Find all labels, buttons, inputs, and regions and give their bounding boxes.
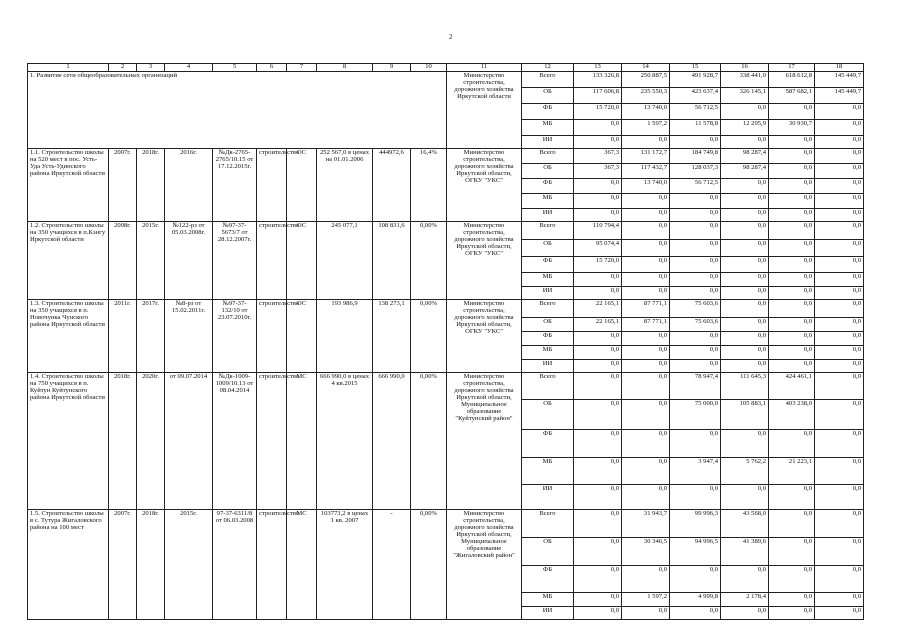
amount-cell: 0,0	[769, 346, 815, 360]
column-number: 2	[109, 64, 137, 72]
amount-cell: 618 612,8	[769, 72, 815, 88]
funding-source: ИИ	[522, 209, 574, 222]
project-owner: Министерство строительства, дорожного хозяйства Иркутской области, Муниципальное образование "Жигаловский район"	[447, 510, 522, 620]
amount-cell: 0,0	[815, 485, 864, 510]
amount-cell: 0,0	[574, 194, 622, 209]
amount-cell: 0,0	[815, 360, 864, 373]
amount-cell: 0,0	[574, 332, 622, 346]
amount-cell: 0,0	[721, 346, 769, 360]
project-owner: Министерство строительства, дорожного хозяйства Иркутской области, Муниципальное образование "Куйтунский район"	[447, 373, 522, 510]
project-name: 1.4. Строительство школы на 750 учащихся в п. Куйтун Куйтунского района Иркутской области	[28, 373, 109, 510]
amount-cell: 2 178,4	[721, 593, 769, 607]
amount-cell: 0,0	[670, 222, 721, 240]
amount-cell: 0,0	[815, 273, 864, 287]
amount-cell: 0,0	[769, 485, 815, 510]
funding-source: МБ	[522, 120, 574, 136]
project-field-c9: 444972,6	[373, 149, 411, 222]
amount-cell: 75 603,6	[670, 318, 721, 332]
amount-cell: 235 550,3	[622, 88, 670, 104]
amount-cell: 0,0	[670, 485, 721, 510]
amount-cell: 4 999,8	[670, 593, 721, 607]
funding-source: Всего	[522, 222, 574, 240]
project-row	[28, 373, 864, 400]
amount-cell: 0,0	[622, 566, 670, 593]
amount-cell: 0,0	[622, 400, 670, 430]
amount-cell: 0,0	[815, 164, 864, 179]
amount-cell: 0,0	[670, 194, 721, 209]
amount-cell: 0,0	[815, 458, 864, 485]
project-field-c10: 0,00%	[411, 510, 447, 620]
column-number: 11	[447, 64, 522, 72]
amount-cell: 0,0	[815, 593, 864, 607]
amount-cell: 0,0	[622, 209, 670, 222]
project-field-c6: строительство	[257, 373, 287, 510]
funding-source: ОБ	[522, 164, 574, 179]
project-name: 1.3. Строительство школы на 350 учащихся в п. Новочунка Чунского района Иркутской области	[28, 300, 109, 373]
amount-cell: 424 461,1	[769, 373, 815, 400]
amount-cell: 0,0	[769, 273, 815, 287]
amount-cell: 105 883,1	[721, 400, 769, 430]
amount-cell: 0,0	[574, 607, 622, 620]
amount-cell: 0,0	[815, 149, 864, 164]
amount-cell: 0,0	[670, 607, 721, 620]
amount-cell: 0,0	[721, 104, 769, 120]
project-field-c4: 2016г.	[165, 149, 213, 222]
amount-cell: 0,0	[622, 346, 670, 360]
column-number: 7	[287, 64, 317, 72]
amount-cell: 0,0	[721, 273, 769, 287]
amount-cell: 0,0	[769, 538, 815, 566]
amount-cell: 133 326,8	[574, 72, 622, 88]
amount-cell: 0,0	[815, 209, 864, 222]
amount-cell: 0,0	[622, 287, 670, 300]
project-field-c6: строительство	[257, 300, 287, 373]
amount-cell: 0,0	[622, 240, 670, 257]
amount-cell: 13 740,0	[622, 179, 670, 194]
amount-cell: 367,3	[574, 149, 622, 164]
project-field-c4: от 09.07.2014	[165, 373, 213, 510]
amount-cell: 0,0	[721, 222, 769, 240]
project-field-c6: строительство	[257, 149, 287, 222]
section-owner: Министерство строительства, дорожного хозяйства Иркутской области	[447, 72, 522, 149]
amount-cell: 0,0	[815, 287, 864, 300]
project-field-c6: строительство	[257, 222, 287, 300]
project-row	[28, 149, 864, 164]
amount-cell: 30 346,5	[622, 538, 670, 566]
column-number: 3	[137, 64, 165, 72]
amount-cell: 0,0	[769, 164, 815, 179]
amount-cell: 0,0	[721, 240, 769, 257]
column-number: 10	[411, 64, 447, 72]
project-field-c5: №97-37-132/10 от 23.07.2010г.	[213, 300, 257, 373]
amount-cell: 0,0	[622, 485, 670, 510]
column-number: 1	[28, 64, 109, 72]
amount-cell: 0,0	[622, 458, 670, 485]
amount-cell: 22 165,1	[574, 300, 622, 318]
project-field-c2: 2011г.	[109, 300, 137, 373]
amount-cell: 0,0	[721, 209, 769, 222]
amount-cell: 0,0	[769, 300, 815, 318]
amount-cell: 56 712,5	[670, 104, 721, 120]
amount-cell: 0,0	[574, 566, 622, 593]
amount-cell: 0,0	[815, 607, 864, 620]
amount-cell: 0,0	[622, 607, 670, 620]
amount-cell: 0,0	[769, 222, 815, 240]
funding-source: МБ	[522, 194, 574, 209]
funding-source: ФБ	[522, 566, 574, 593]
amount-cell: 0,0	[721, 136, 769, 149]
amount-cell: 0,0	[574, 209, 622, 222]
project-field-c8: 252 567,0 в ценах на 01.01.2006	[317, 149, 373, 222]
project-field-c3: 2017г.	[137, 300, 165, 373]
column-number: 4	[165, 64, 213, 72]
amount-cell: 0,0	[769, 149, 815, 164]
amount-cell: 0,0	[622, 194, 670, 209]
amount-cell: 0,0	[769, 136, 815, 149]
section-title: 1. Развитие сети общеобразовательных организаций	[28, 72, 447, 149]
amount-cell: 0,0	[721, 332, 769, 346]
amount-cell: 94 996,5	[670, 538, 721, 566]
project-field-c8: 103773,2 в ценах 1 кв. 2007	[317, 510, 373, 620]
funding-source: ОБ	[522, 538, 574, 566]
project-field-c9: 108 831,6	[373, 222, 411, 300]
amount-cell: 87 771,1	[622, 318, 670, 332]
funding-source: Всего	[522, 300, 574, 318]
amount-cell: 0,0	[815, 179, 864, 194]
funding-source: ИИ	[522, 287, 574, 300]
amount-cell: 0,0	[670, 346, 721, 360]
amount-cell: 0,0	[815, 257, 864, 273]
amount-cell: 0,0	[721, 485, 769, 510]
project-owner: Министерство строительства, дорожного хозяйства Иркутской области, ОГКУ "УКС"	[447, 300, 522, 373]
amount-cell: 367,3	[574, 164, 622, 179]
project-field-c2: 2018г.	[109, 373, 137, 510]
amount-cell: 0,0	[769, 430, 815, 458]
amount-cell: 0,0	[574, 120, 622, 136]
amount-cell: 0,0	[670, 257, 721, 273]
amount-cell: 326 145,1	[721, 88, 769, 104]
project-name: 1.5. Строительство школы в с. Тутура Жигаловского района на 100 мест	[28, 510, 109, 620]
project-row	[28, 222, 864, 240]
project-field-c2: 2007г.	[109, 149, 137, 222]
column-number: 17	[769, 64, 815, 72]
funding-source: Всего	[522, 373, 574, 400]
funding-source: ИИ	[522, 136, 574, 149]
funding-source: ИИ	[522, 360, 574, 373]
project-name: 1.2. Строительство школы на 350 учащихся в п.Кэнгу Иркутской области	[28, 222, 109, 300]
amount-cell: 43 568,0	[721, 510, 769, 538]
amount-cell: 11 578,8	[670, 120, 721, 136]
column-number: 9	[373, 64, 411, 72]
amount-cell: 78 947,4	[670, 373, 721, 400]
amount-cell: 0,0	[815, 240, 864, 257]
amount-cell: 0,0	[574, 510, 622, 538]
project-field-c8: 193 986,9	[317, 300, 373, 373]
column-number: 5	[213, 64, 257, 72]
project-field-c9: -	[373, 510, 411, 620]
project-field-c2: 2007г.	[109, 510, 137, 620]
funding-source: ОБ	[522, 240, 574, 257]
amount-cell: 0,0	[815, 566, 864, 593]
amount-cell: 338 441,0	[721, 72, 769, 88]
project-field-c10: 0,00%	[411, 373, 447, 510]
funding-source: ИИ	[522, 607, 574, 620]
funding-source: ОБ	[522, 318, 574, 332]
amount-cell: 0,0	[815, 120, 864, 136]
amount-cell: 0,0	[815, 510, 864, 538]
project-field-c10: 0,00%	[411, 222, 447, 300]
funding-source: ФБ	[522, 257, 574, 273]
amount-cell: 0,0	[769, 257, 815, 273]
column-number: 18	[815, 64, 864, 72]
funding-source: МБ	[522, 346, 574, 360]
column-number: 13	[574, 64, 622, 72]
amount-cell: 491 928,7	[670, 72, 721, 88]
amount-cell: 0,0	[721, 287, 769, 300]
amount-cell: 0,0	[622, 273, 670, 287]
amount-cell: 0,0	[670, 332, 721, 346]
amount-cell: 75 000,0	[670, 400, 721, 430]
amount-cell: 5 762,2	[721, 458, 769, 485]
amount-cell: 0,0	[815, 538, 864, 566]
table-body	[28, 64, 864, 620]
funding-source: ФБ	[522, 104, 574, 120]
amount-cell: 184 749,8	[670, 149, 721, 164]
amount-cell: 0,0	[769, 104, 815, 120]
funding-source: ОБ	[522, 88, 574, 104]
amount-cell: 0,0	[769, 240, 815, 257]
project-field-c7: ОС	[287, 222, 317, 300]
amount-cell: 145 449,7	[815, 88, 864, 104]
amount-cell: 0,0	[769, 318, 815, 332]
amount-cell: 0,0	[769, 360, 815, 373]
amount-cell: 75 603,6	[670, 300, 721, 318]
funding-source: ОБ	[522, 400, 574, 430]
amount-cell: 0,0	[721, 179, 769, 194]
project-field-c6: строительство	[257, 510, 287, 620]
amount-cell: 95 074,4	[574, 240, 622, 257]
project-field-c5: №Дк-2765-2765/10.15 от 17.12.2015г.	[213, 149, 257, 222]
project-field-c4: 2015г.	[165, 510, 213, 620]
column-number: 6	[257, 64, 287, 72]
amount-cell: 15 720,0	[574, 257, 622, 273]
amount-cell: 0,0	[769, 593, 815, 607]
amount-cell: 0,0	[670, 566, 721, 593]
amount-cell: 0,0	[622, 332, 670, 346]
amount-cell: 0,0	[574, 360, 622, 373]
funding-source: ФБ	[522, 430, 574, 458]
amount-cell: 0,0	[574, 136, 622, 149]
project-field-c7: ОС	[287, 300, 317, 373]
page-number: 2	[449, 33, 453, 41]
amount-cell: 0,0	[574, 400, 622, 430]
amount-cell: 31 943,7	[622, 510, 670, 538]
amount-cell: 0,0	[574, 430, 622, 458]
column-number: 8	[317, 64, 373, 72]
project-field-c9: 666 990,0	[373, 373, 411, 510]
amount-cell: 0,0	[670, 209, 721, 222]
column-number: 16	[721, 64, 769, 72]
amount-cell: 145 449,7	[815, 72, 864, 88]
amount-cell: 98 287,4	[721, 164, 769, 179]
amount-cell: 0,0	[574, 373, 622, 400]
project-row	[28, 510, 864, 538]
project-field-c2: 2008г.	[109, 222, 137, 300]
amount-cell: 98 287,4	[721, 149, 769, 164]
amount-cell: 0,0	[622, 373, 670, 400]
funding-source: МБ	[522, 458, 574, 485]
column-number: 14	[622, 64, 670, 72]
amount-cell: 0,0	[574, 458, 622, 485]
amount-cell: 0,0	[574, 179, 622, 194]
project-field-c7: МС	[287, 373, 317, 510]
project-field-c10: 16,4%	[411, 149, 447, 222]
funding-source: ФБ	[522, 332, 574, 346]
amount-cell: 0,0	[670, 430, 721, 458]
amount-cell: 30 930,7	[769, 120, 815, 136]
amount-cell: 56 712,5	[670, 179, 721, 194]
amount-cell: 0,0	[622, 136, 670, 149]
amount-cell: 0,0	[769, 607, 815, 620]
amount-cell: 1 597,2	[622, 593, 670, 607]
funding-source: МБ	[522, 593, 574, 607]
project-field-c7: ОС	[287, 149, 317, 222]
amount-cell: 0,0	[622, 360, 670, 373]
amount-cell: 0,0	[622, 222, 670, 240]
amount-cell: 0,0	[769, 566, 815, 593]
amount-cell: 0,0	[815, 222, 864, 240]
amount-cell: 0,0	[574, 287, 622, 300]
project-field-c3: 2018г.	[137, 510, 165, 620]
amount-cell: 0,0	[769, 179, 815, 194]
project-field-c3: 2020г.	[137, 373, 165, 510]
amount-cell: 0,0	[769, 332, 815, 346]
amount-cell: 0,0	[769, 209, 815, 222]
amount-cell: 0,0	[574, 593, 622, 607]
amount-cell: 1 597,2	[622, 120, 670, 136]
amount-cell: 128 037,3	[670, 164, 721, 179]
amount-cell: 15 720,0	[574, 104, 622, 120]
amount-cell: 0,0	[670, 136, 721, 149]
project-field-c8: 666 990,0 в ценах 4 кв.2015	[317, 373, 373, 510]
amount-cell: 0,0	[670, 273, 721, 287]
amount-cell: 0,0	[721, 318, 769, 332]
amount-cell: 21 223,1	[769, 458, 815, 485]
amount-cell: 0,0	[815, 430, 864, 458]
amount-cell: 0,0	[815, 400, 864, 430]
column-number: 15	[670, 64, 721, 72]
amount-cell: 3 947,4	[670, 458, 721, 485]
project-row	[28, 300, 864, 318]
amount-cell: 0,0	[574, 538, 622, 566]
amount-cell: 0,0	[815, 373, 864, 400]
amount-cell: 41 389,6	[721, 538, 769, 566]
amount-cell: 0,0	[721, 566, 769, 593]
project-name: 1.1. Строительство школы на 520 мест в пос. Усть-Уда Усть-Удинского района Иркутской области	[28, 149, 109, 222]
amount-cell: 0,0	[670, 360, 721, 373]
amount-cell: 0,0	[721, 300, 769, 318]
amount-cell: 0,0	[574, 485, 622, 510]
amount-cell: 0,0	[721, 607, 769, 620]
amount-cell: 131 172,7	[622, 149, 670, 164]
project-field-c5: №Дк-1009-1009/10.13 от 08.04.2014	[213, 373, 257, 510]
amount-cell: 0,0	[574, 273, 622, 287]
amount-cell: 0,0	[815, 346, 864, 360]
budget-table	[27, 63, 864, 620]
project-field-c8: 245 077,1	[317, 222, 373, 300]
amount-cell: 110 794,4	[574, 222, 622, 240]
amount-cell: 111 645,3	[721, 373, 769, 400]
amount-cell: 0,0	[721, 257, 769, 273]
amount-cell: 0,0	[815, 104, 864, 120]
amount-cell: 117 606,8	[574, 88, 622, 104]
project-field-c5: №97-37-5673/7 от 28.12.2007г.	[213, 222, 257, 300]
amount-cell: 12 295,9	[721, 120, 769, 136]
project-field-c3: 2015г.	[137, 222, 165, 300]
amount-cell: 117 432,7	[622, 164, 670, 179]
funding-source: Всего	[522, 510, 574, 538]
project-field-c4: №122-рз от 05.03.2008г.	[165, 222, 213, 300]
funding-source: ФБ	[522, 179, 574, 194]
amount-cell: 13 740,0	[622, 104, 670, 120]
project-field-c4: №8-рз от 15.02.2011г.	[165, 300, 213, 373]
project-field-c5: 97-37-6311/8 от 06.03.2008	[213, 510, 257, 620]
amount-cell: 0,0	[769, 510, 815, 538]
amount-cell: 0,0	[670, 287, 721, 300]
amount-cell: 0,0	[622, 257, 670, 273]
amount-cell: 0,0	[815, 300, 864, 318]
funding-source: Всего	[522, 149, 574, 164]
funding-source: Всего	[522, 72, 574, 88]
amount-cell: 0,0	[721, 360, 769, 373]
amount-cell: 0,0	[769, 287, 815, 300]
amount-cell: 0,0	[769, 194, 815, 209]
section-row	[28, 72, 864, 88]
amount-cell: 0,0	[721, 194, 769, 209]
project-field-c10: 0,00%	[411, 300, 447, 373]
amount-cell: 22 165,1	[574, 318, 622, 332]
project-field-c7: МС	[287, 510, 317, 620]
amount-cell: 99 996,3	[670, 510, 721, 538]
project-field-c9: 138 273,1	[373, 300, 411, 373]
project-owner: Министерство строительства, дорожного хозяйства Иркутской области, ОГКУ "УКС"	[447, 222, 522, 300]
amount-cell: 0,0	[721, 430, 769, 458]
amount-cell: 0,0	[574, 346, 622, 360]
amount-cell: 87 771,1	[622, 300, 670, 318]
amount-cell: 587 682,1	[769, 88, 815, 104]
column-number: 12	[522, 64, 574, 72]
amount-cell: 0,0	[815, 318, 864, 332]
amount-cell: 0,0	[670, 240, 721, 257]
amount-cell: 0,0	[815, 136, 864, 149]
funding-source: МБ	[522, 273, 574, 287]
column-number-row	[28, 64, 864, 72]
amount-cell: 0,0	[815, 332, 864, 346]
amount-cell: 0,0	[622, 430, 670, 458]
project-field-c3: 2018г.	[137, 149, 165, 222]
amount-cell: 250 887,5	[622, 72, 670, 88]
amount-cell: 0,0	[815, 194, 864, 209]
amount-cell: 423 637,4	[670, 88, 721, 104]
funding-source: ИИ	[522, 485, 574, 510]
amount-cell: 403 238,0	[769, 400, 815, 430]
project-owner: Министерство строительства, дорожного хозяйства Иркутской области, ОГКУ "УКС"	[447, 149, 522, 222]
